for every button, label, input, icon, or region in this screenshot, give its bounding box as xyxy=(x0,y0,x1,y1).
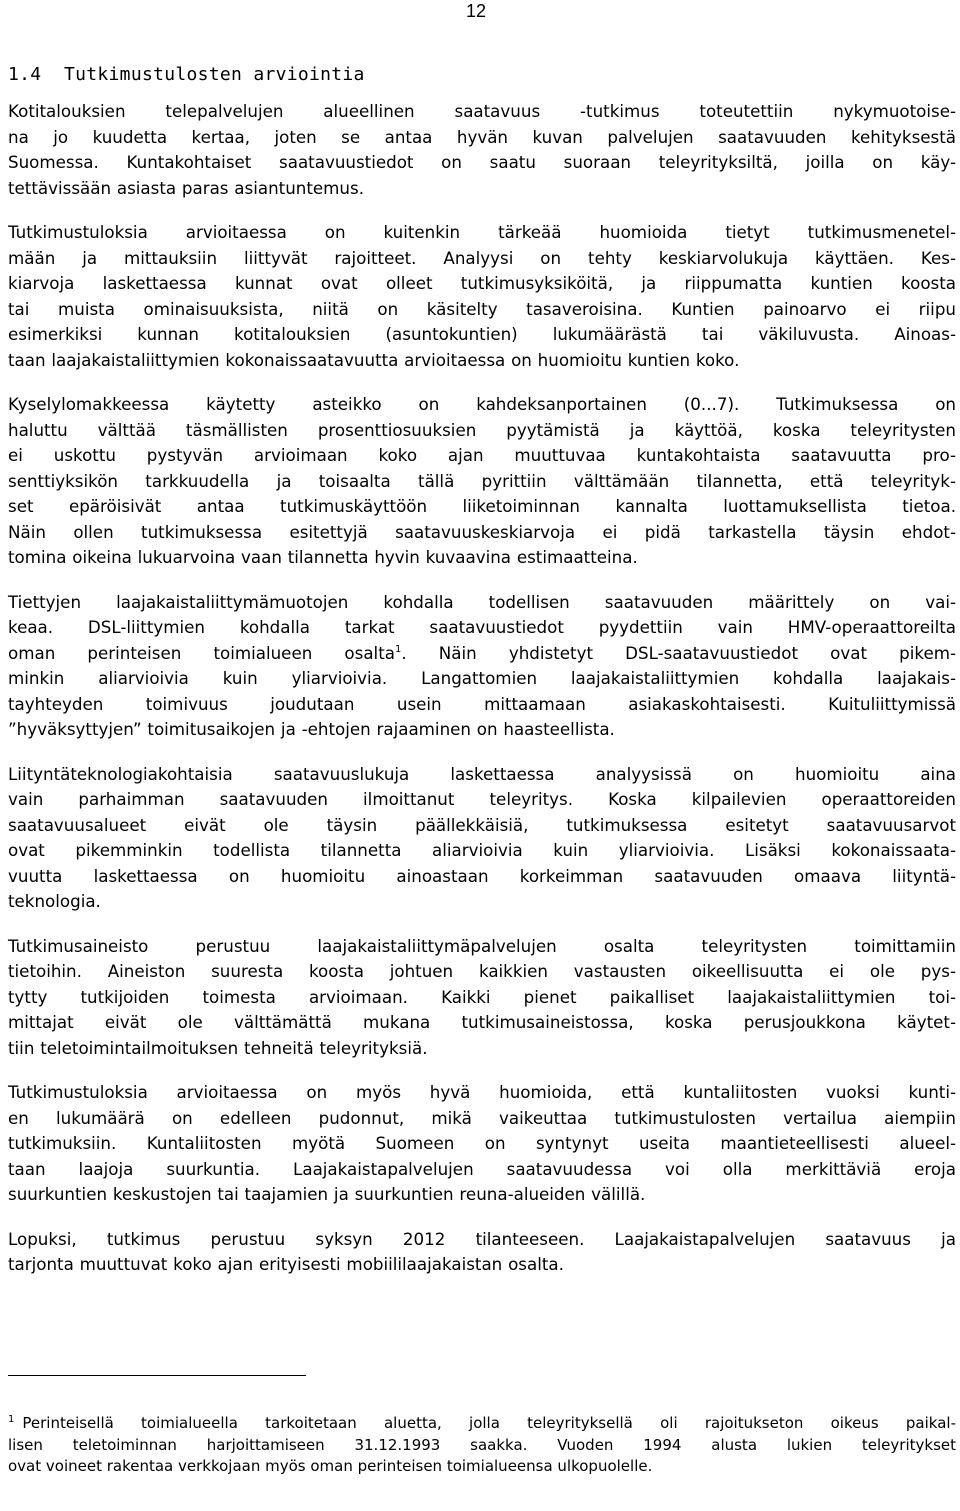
paragraph-line: Kotitalouksien telepalvelujen alueellinen saatavuus -tutkimus toteutettiin nykymuotoise- xyxy=(8,101,956,121)
paragraph-line: Tutkimusaineisto perustuu laajakaistaliittymäpalvelujen osalta teleyritysten toimittamiin xyxy=(8,935,956,956)
paragraph-line: haluttu välttää täsmällisten prosenttiosuuksien pyytämistä ja käyttöä, koska teleyritysten xyxy=(8,419,956,440)
line-start: oman perinteisen toimialueen osalta xyxy=(8,642,395,663)
paragraph-line: tai muista ominaisuuksista, niitä on käsitelty tasaveroisina. Kuntien painoarvo ei riipu xyxy=(8,298,956,319)
paragraph-line: minkin aliarvioivia kuin yliarvioivia. Langattomien laajakaistaliittymien kohdalla laajakais- xyxy=(8,668,956,688)
footnote-separator xyxy=(8,1375,306,1376)
paragraph-line: esimerkiksi kunnan kotitalouksien (asuntokuntien) lukumäärästä tai väkiluvusta. Ainoas- xyxy=(8,324,956,344)
paragraph-line: saatavuusalueet eivät ole täysin päällekkäisiä, tutkimuksessa esitetyt saatavuusarvot xyxy=(8,814,956,835)
paragraph-line: ”hyväksyttyjen” toimitusaikojen ja -ehtojen rajaaminen on haasteellista. xyxy=(8,719,615,739)
paragraph-1 xyxy=(8,99,956,201)
paragraph-line: suurkuntien keskustojen tai taajamien ja suurkuntien reuna-alueiden välillä. xyxy=(8,1184,646,1204)
paragraph-line: Näin ollen tutkimuksessa esitettyjä saatavuuskeskiarvoja ei pidä tarkastella täysin ehdot- xyxy=(8,521,956,542)
paragraph-line: ovat pikemminkin todellista tilannetta aliarvioivia kuin yliarvioivia. Lisäksi kokonaissaata- xyxy=(8,840,956,860)
paragraph-line: set epäröisivät antaa tutkimuskäyttöön liiketoiminnan kannalta luottamuksellista tietoa. xyxy=(8,496,956,516)
paragraph-line: teknologia. xyxy=(8,891,101,911)
paragraph-line: keaa. DSL-liittymien kohdalla tarkat saatavuustiedot pyydettiin vain HMV-operaattoreilta xyxy=(8,617,956,637)
footnote xyxy=(8,1413,956,1478)
paragraph-line: vuutta laskettaessa on huomioitu ainoastaan korkeimman saatavuuden omaava liityntä- xyxy=(8,865,956,886)
paragraph-3 xyxy=(8,392,956,571)
paragraph-line: Tutkimustuloksia arvioitaessa on kuitenkin tärkeää huomioida tietyt tutkimusmenetel- xyxy=(8,222,956,242)
footnote-line: lisen teletoiminnan harjoittamiseen 31.12.1993 saakka. Vuoden 1994 alusta lukien teleyritykset xyxy=(8,1435,956,1454)
footnote-reference[interactable]: 1 xyxy=(394,643,402,655)
paragraph-line: tayhteyden toimivuus joudutaan usein mittaamaan asiakaskohtaisesti. Kuituliittymissä xyxy=(8,693,956,714)
paragraph-line: Liityntäteknologiakohtaisia saatavuuslukuja laskettaessa analyysissä on huomioitu aina xyxy=(8,763,956,784)
paragraph-4 xyxy=(8,590,956,743)
paragraph-line: vain parhaimman saatavuuden ilmoittanut teleyritys. Koska kilpailevien operaattoreiden xyxy=(8,789,956,809)
footnote-line xyxy=(8,1413,956,1435)
paragraph-5 xyxy=(8,762,956,915)
paragraph-line-with-footnote xyxy=(8,641,956,667)
paragraph-line: Tutkimustuloksia arvioitaessa on myös hyvä huomioida, että kuntaliitosten vuoksi kunti- xyxy=(8,1082,956,1102)
paragraph-line: ei uskottu pystyvän arvioimaan koko ajan muuttuvaa kuntakohtaista saatavuutta pro- xyxy=(8,445,956,465)
paragraph-line: na jo kuudetta kertaa, joten se antaa hyvän kuvan palvelujen saatavuuden kehityksestä xyxy=(8,126,956,147)
paragraph-line: Lopuksi, tutkimus perustuu syksyn 2012 tilanteeseen. Laajakaistapalvelujen saatavuus ja xyxy=(8,1228,956,1249)
paragraph-line: taan laajakaistaliittymien kokonaissaatavuutta arvioitaessa on huomioitu kuntien koko. xyxy=(8,349,740,370)
section-title: Tutkimustulosten arviointia xyxy=(64,64,365,85)
paragraph-line: tomina oikeina lukuarvoina vaan tilannetta hyvin kuvaavina estimaatteina. xyxy=(8,547,638,567)
footnote-line: ovat voineet rakentaa verkkojaan myös oman perinteisen toimialueensa ulkopuolelle. xyxy=(8,1457,653,1475)
paragraph-6 xyxy=(8,934,956,1062)
footnote-marker: 1 xyxy=(8,1414,15,1425)
body-text xyxy=(8,99,956,1297)
section-number: 1.4 xyxy=(8,64,42,85)
paragraph-line: tiin teletoimintailmoituksen tehneitä teleyrityksiä. xyxy=(8,1037,428,1058)
page-number: 12 xyxy=(466,1,487,21)
paragraph-line: Tiettyjen laajakaistaliittymämuotojen kohdalla todellisen saatavuuden määrittely on vai- xyxy=(8,591,956,612)
paragraph-line: tietoihin. Aineiston suuresta koosta johtuen kaikkien vastausten oikeellisuutta ei ole pys- xyxy=(8,961,956,981)
paragraph-8 xyxy=(8,1227,956,1278)
paragraph-line: tarjonta muuttuvat koko ajan erityisesti mobiililaajakaistan osalta. xyxy=(8,1254,564,1274)
paragraph-line: en lukumäärä on edelleen pudonnut, mikä vaikeuttaa tutkimustulosten vertailua aiempiin xyxy=(8,1107,956,1128)
paragraph-line: tytty tutkijoiden toimesta arvioimaan. Kaikki pienet paikalliset laajakaistaliittymien toi- xyxy=(8,986,956,1007)
paragraph-line: kiarvoja laskettaessa kunnat ovat olleet tutkimusyksiköitä, ja riippumatta kuntien koosta xyxy=(8,273,956,293)
paragraph-7 xyxy=(8,1080,956,1208)
paragraph-2 xyxy=(8,220,956,373)
paragraph-line: mittajat eivät ole välttämättä mukana tutkimusaineistossa, koska perusjoukkona käytet- xyxy=(8,1012,956,1032)
paragraph-line: tettävissään asiasta paras asiantuntemus. xyxy=(8,177,365,198)
paragraph-line: Kyselylomakkeessa käytetty asteikko on kahdeksanportainen (0...7). Tutkimuksessa on xyxy=(8,394,956,414)
section-heading xyxy=(8,63,365,87)
paragraph-line: Suomessa. Kuntakohtaiset saatavuustiedot on saatu suoraan teleyrityksiltä, joilla on käy- xyxy=(8,152,956,172)
footnote-text: Perinteisellä toimialueella tarkoitetaan aluetta, jolla teleyrityksellä oli rajoitukseton oikeus paikal- xyxy=(22,1414,956,1432)
paragraph-line: mään ja mittauksiin liittyvät rajoitteet. Analyysi on tehty keskiarvolukuja käyttäen. Kes- xyxy=(8,247,956,268)
paragraph-line: tutkimuksiin. Kuntaliitosten myötä Suomeen on syntynyt useita maantieteellisesti alueel- xyxy=(8,1133,956,1153)
paragraph-line: senttiyksikön tarkkuudella ja toisaalta tällä pyrittiin välttämään tilannetta, että teleyrityk- xyxy=(8,470,956,491)
line-end: . Näin yhdistetyt DSL-saatavuustiedot ovat pikem- xyxy=(401,642,956,663)
paragraph-line: taan laajoja suurkuntia. Laajakaistapalvelujen saatavuudessa voi olla merkittäviä eroja xyxy=(8,1158,956,1179)
